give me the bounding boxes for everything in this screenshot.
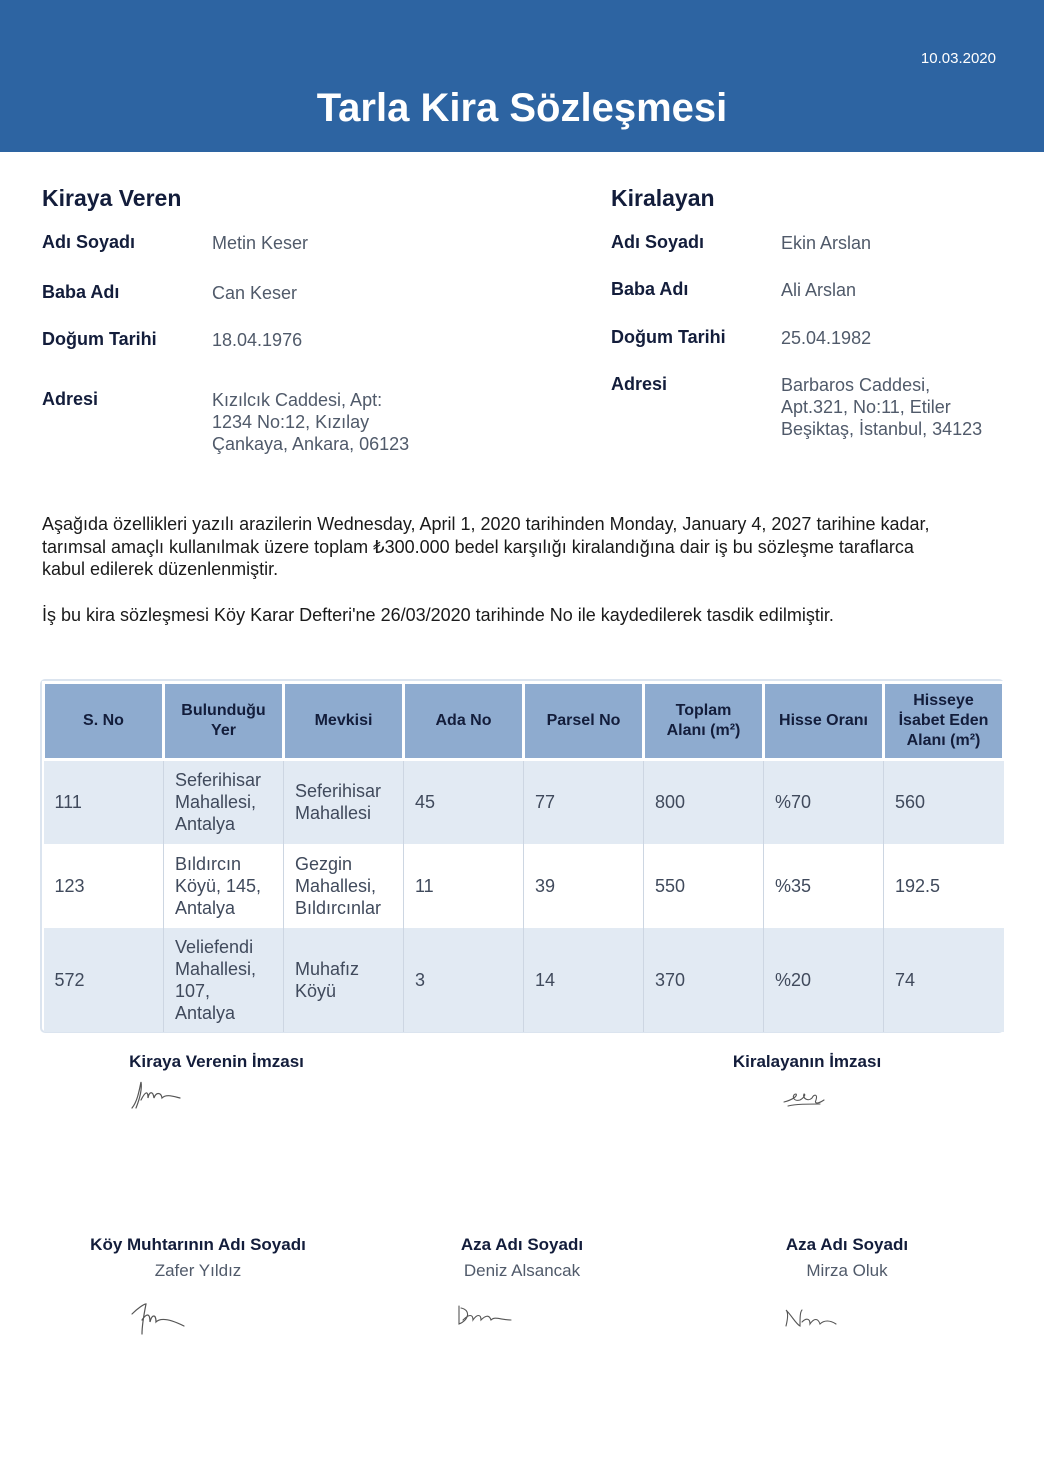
headman-name: Zafer Yıldız [154, 1261, 242, 1280]
cell-total-area: 370 [644, 928, 764, 1032]
lessor-signature-title: Kiraya Verenin İmzası [129, 1052, 304, 1071]
lessor-father-label: Baba Adı [42, 282, 120, 302]
address-line: Apt.321, No:11, Etiler [781, 397, 951, 417]
cell-share: %35 [764, 844, 884, 928]
lessor-name-value: Metin Keser [212, 233, 309, 253]
lessor-birth-value: 18.04.1976 [212, 330, 303, 350]
lessee-signature-title: Kiralayanın İmzası [732, 1052, 882, 1071]
header-parsel-no: Parsel No [524, 683, 644, 760]
cell-location: Veliefendi Mahallesi, 107, Antalya [164, 928, 284, 1032]
table-row [44, 928, 1004, 1032]
lessor-section [42, 185, 462, 454]
lessee-birth-label: Doğum Tarihi [611, 327, 726, 347]
cell-parsel: 14 [524, 928, 644, 1032]
lessee-father-value: Ali Arslan [781, 280, 857, 300]
lessee-name-label: Adı Soyadı [611, 232, 705, 252]
cell-s-no: 123 [44, 844, 164, 928]
cell-ada: 45 [404, 760, 524, 844]
address-line: Barbaros Caddesi, [781, 375, 931, 395]
lessor-address-label: Adresi [42, 389, 99, 409]
member1-name: Deniz Alsancak [463, 1261, 581, 1280]
cell-s-no: 572 [44, 928, 164, 1032]
table-row [44, 760, 1004, 844]
lessee-address-label: Adresi [611, 374, 668, 394]
cell-place: Seferihisar Mahallesi [284, 760, 404, 844]
lessee-signature [782, 1088, 826, 1110]
lessee-address-value [781, 374, 1006, 440]
lessor-birth-label: Doğum Tarihi [42, 329, 157, 349]
document-title: Tarla Kira Sözleşmesi [316, 86, 728, 130]
document-header [0, 0, 1044, 152]
cell-share: %20 [764, 928, 884, 1032]
cell-total-area: 550 [644, 844, 764, 928]
table-header-row [44, 683, 1004, 760]
member1-title: Aza Adı Soyadı [460, 1235, 584, 1254]
header-s-no: S. No [44, 683, 164, 760]
member2-signature [782, 1306, 840, 1332]
cell-parsel: 77 [524, 760, 644, 844]
header-location: Bulunduğu Yer [164, 683, 284, 760]
headman-title: Köy Muhtarının Adı Soyadı [90, 1235, 306, 1254]
cell-location: Bıldırcın Köyü, 145, Antalya [164, 844, 284, 928]
lessee-birth-value: 25.04.1982 [781, 328, 872, 348]
cell-share-area: 192.5 [884, 844, 1004, 928]
header-place: Mevkisi [284, 683, 404, 760]
cell-total-area: 800 [644, 760, 764, 844]
header-total-area: Toplam Alanı (m²) [644, 683, 764, 760]
header-ada-no: Ada No [404, 683, 524, 760]
member1-signature [455, 1302, 515, 1328]
table-row [44, 844, 1004, 928]
address-line: 1234 No:12, Kızılay [212, 412, 370, 432]
paragraph-line: Aşağıda özellikleri yazılı arazilerin Wednesday, April 1, 2020 tarihinden Monday, January 4, 2027 tarihine kadar, [42, 514, 930, 534]
lessor-heading: Kiraya Veren [42, 185, 182, 211]
lessee-section [611, 185, 1031, 439]
member2-title: Aza Adı Soyadı [785, 1235, 909, 1254]
contract-paragraph [42, 513, 1002, 581]
member2-name: Mirza Oluk [806, 1261, 888, 1280]
paragraph-line: tarımsal amaçlı kullanılmak üzere toplam ₺300.000 bedel karşılığı kiralandığına dair iş bu sözleşme taraflarca [42, 536, 914, 557]
lessor-address-value [212, 389, 437, 455]
header-share-area: Hisseye İsabet Eden Alanı (m²) [884, 683, 1004, 760]
cell-location: Seferihisar Mahallesi, Antalya [164, 760, 284, 844]
address-line: Beşiktaş, İstanbul, 34123 [781, 419, 983, 439]
document-date: 10.03.2020 [920, 50, 996, 67]
cell-place: Muhafız Köyü [284, 928, 404, 1032]
lessor-name-label: Adı Soyadı [42, 232, 136, 252]
cell-share-area: 560 [884, 760, 1004, 844]
cell-ada: 11 [404, 844, 524, 928]
land-table-container [40, 679, 1004, 1033]
cell-place: Gezgin Mahallesi, Bıldırcınlar [284, 844, 404, 928]
address-line: Çankaya, Ankara, 06123 [212, 434, 410, 454]
paragraph-line: kabul edilerek düzenlenmiştir. [42, 559, 279, 579]
lessor-father-value: Can Keser [212, 283, 298, 303]
registration-paragraph: İş bu kira sözleşmesi Köy Karar Defteri'ne 26/03/2020 tarihinde No ile kaydedilerek tasdik edilmiştir. [42, 605, 834, 625]
cell-parsel: 39 [524, 844, 644, 928]
cell-share: %70 [764, 760, 884, 844]
cell-ada: 3 [404, 928, 524, 1032]
headman-signature [128, 1300, 192, 1338]
lessor-signature [128, 1078, 188, 1112]
cell-share-area: 74 [884, 928, 1004, 1032]
lessee-father-label: Baba Adı [611, 279, 689, 299]
address-line: Kızılcık Caddesi, Apt: [212, 390, 383, 410]
cell-s-no: 111 [44, 760, 164, 844]
header-share: Hisse Oranı [764, 683, 884, 760]
land-table [42, 681, 1005, 1032]
lessee-heading: Kiralayan [611, 185, 715, 211]
lessee-name-value: Ekin Arslan [781, 233, 872, 253]
